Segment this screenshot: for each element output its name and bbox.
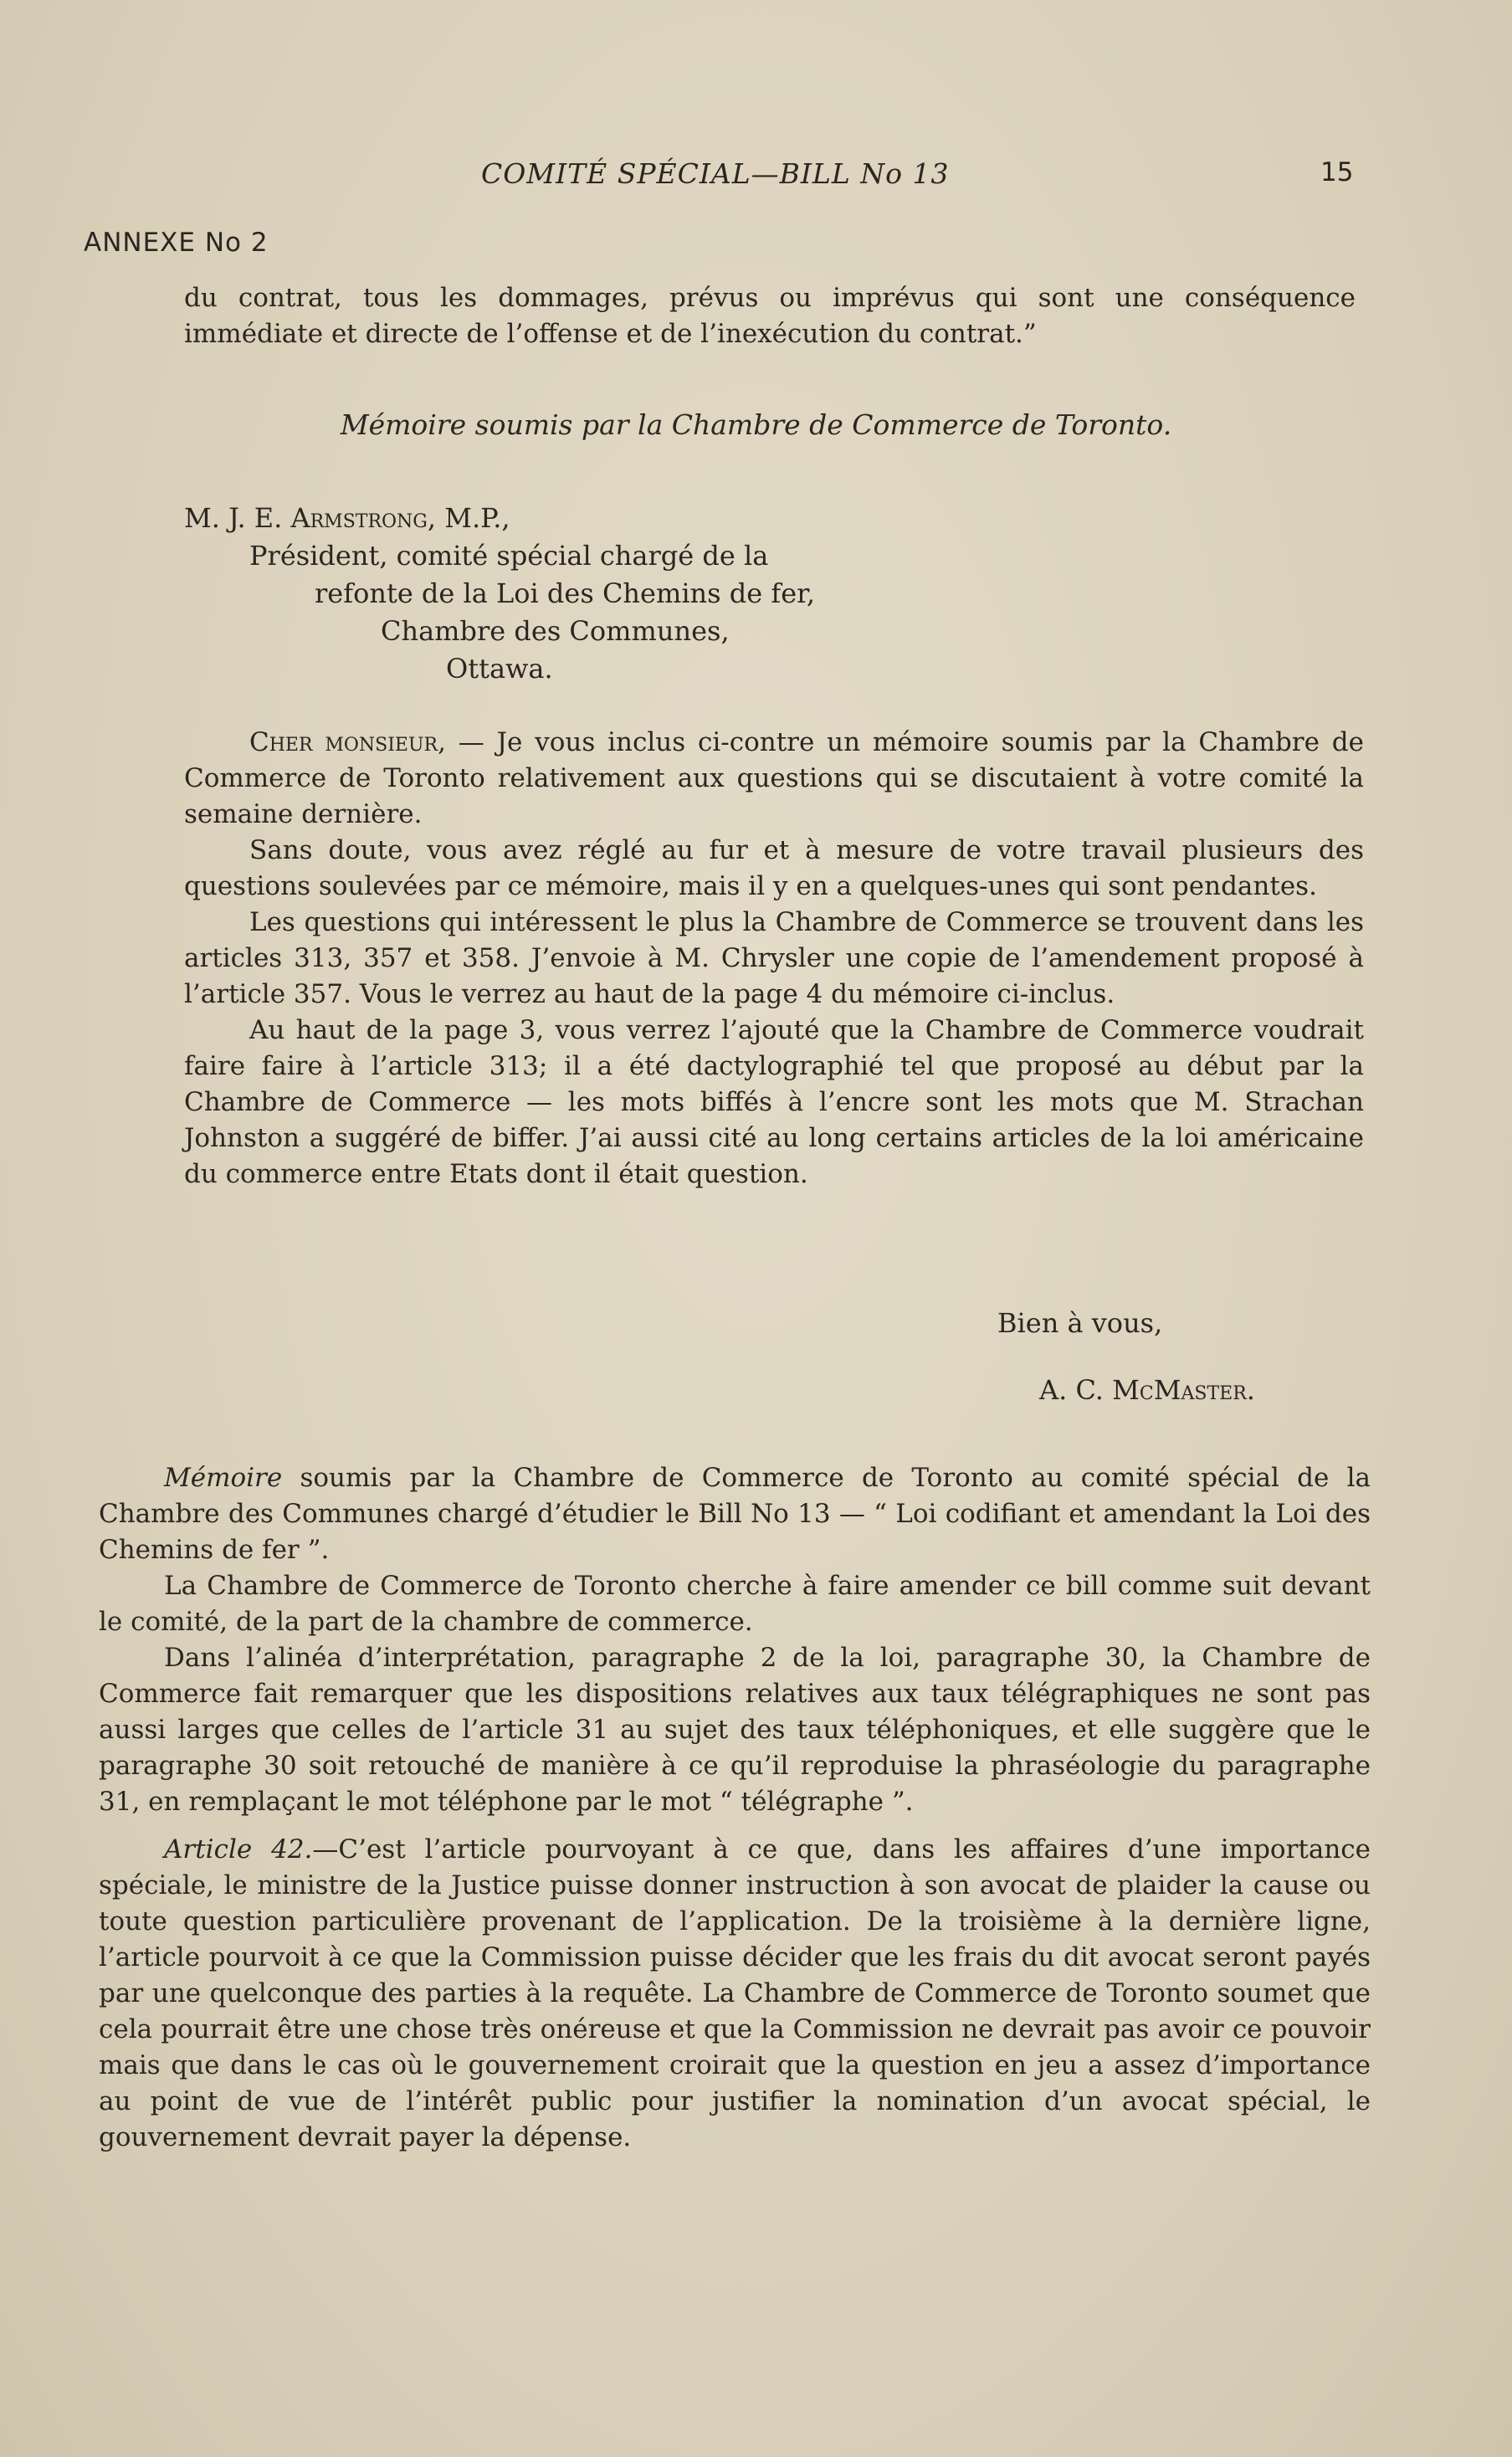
running-header: COMITÉ SPÉCIAL—BILL No 13 <box>481 157 950 190</box>
letter-paragraph <box>184 725 1364 833</box>
address-line-5: Ottawa. <box>446 653 553 685</box>
memo-paragraph-text: soumis par la Chambre de Commerce de Toronto au comité spécial de la Chambre des Communes chargé d’étudier le Bill No 13 — “ Loi codifiant et amendant la Loi des Chemins de fer ”. <box>99 1463 1371 1565</box>
memo-heading: Mémoire soumis par la Chambre de Commerce de Toronto. <box>340 408 1172 441</box>
memo-paragraph <box>99 1832 1371 2156</box>
letter-body <box>184 725 1364 1193</box>
article-label: Article 42. <box>164 1834 313 1865</box>
letter-paragraph: Les questions qui intéressent le plus la Chambre de Commerce se trouvent dans les articles 313, 357 et 358. J’envoie à M. Chrysler une copie de l’amendement proposé à l’article 357. Vous le verrez au haut de la page 4 du mémoire ci-inclus. <box>184 907 1364 1009</box>
memo-paragraph: Dans l’alinéa d’interprétation, paragraphe 2 de la loi, paragraphe 30, la Chambre de Commerce fait remarquer que les dispositions relatives aux taux télégraphiques ne sont pas aussi larges que celles de l’article 31 au sujet des taux téléphoniques, et elle suggère que le paragraphe 30 soit retouché de manière à ce qu’il reproduise la phraséologie du paragraphe 31, en remplaçant le mot téléphone par le mot “ télégraphe ”. <box>99 1643 1371 1817</box>
addressee-name: M. J. E. Armstrong, M.P., <box>184 502 510 534</box>
memo-paragraph-text: —C’est l’article pourvoyant à ce que, dans les affaires d’une importance spéciale, le ministre de la Justice puisse donner instruction à son avocat de plaider la cause ou toute question particulière provenant de l’application. De la troisième à la dernière ligne, l’article pourvoit à ce que la Commission puisse décider que les frais du dit avocat seront payés par une quelconque des parties à la requête. La Chambre de Commerce de Toronto soumet que cela pourrait être une chose très onéreuse et que la Commission ne devrait pas avoir ce pouvoir mais que dans le cas où le gouvernement croirait que la question en jeu a assez d’importance au point de vue de l’intérêt public pour justifier la nomination d’un avocat spécial, le gouvernement devrait payer la dépense. <box>99 1834 1371 2152</box>
address-line-4: Chambre des Communes, <box>381 615 730 647</box>
memo-paragraph <box>99 1460 1371 1568</box>
closing: Bien à vous, <box>997 1307 1163 1339</box>
letter-paragraph-text: — Je vous inclus ci-contre un mémoire soumis par la Chambre de Commerce de Toronto relativement aux questions qui se discutaient à votre comité la semaine dernière. <box>184 727 1364 829</box>
signature <box>1039 1374 1255 1406</box>
address-line-2: Président, comité spécial chargé de la <box>249 540 769 572</box>
address-line-1 <box>184 502 510 534</box>
page-number: 15 <box>1320 157 1354 187</box>
salutation: Cher monsieur, <box>249 727 446 757</box>
top-paragraph-block <box>184 280 1356 352</box>
signature-name: A. C. McMaster. <box>1039 1374 1255 1406</box>
memo-word: Mémoire <box>164 1463 283 1493</box>
letter-paragraph: Sans doute, vous avez réglé au fur et à mesure de votre travail plusieurs des questions soulevées par ce mémoire, mais il y en a quelques-unes qui sont pendantes. <box>184 835 1364 901</box>
continued-paragraph: du contrat, tous les dommages, prévus ou imprévus qui sont une conséquence immédiate et directe de l’offense et de l’inexécution du contrat.” <box>184 283 1356 349</box>
address-line-3: refonte de la Loi des Chemins de fer, <box>315 577 816 609</box>
memo-body <box>99 1460 1371 2156</box>
letter-paragraph: Au haut de la page 3, vous verrez l’ajouté que la Chambre de Commerce voudrait faire faire à l’article 313; il a été dactylographié tel que proposé au début par la Chambre de Commerce — les mots biffés à l’encre sont les mots que M. Strachan Johnston a suggéré de biffer. J’ai aussi cité au long certains articles de la loi américaine du commerce entre Etats dont il était question. <box>184 1015 1364 1189</box>
memo-paragraph: La Chambre de Commerce de Toronto cherche à faire amender ce bill comme suit devant le comité, de la part de la chambre de commerce. <box>99 1571 1371 1637</box>
annex-label: ANNEXE No 2 <box>84 228 269 258</box>
